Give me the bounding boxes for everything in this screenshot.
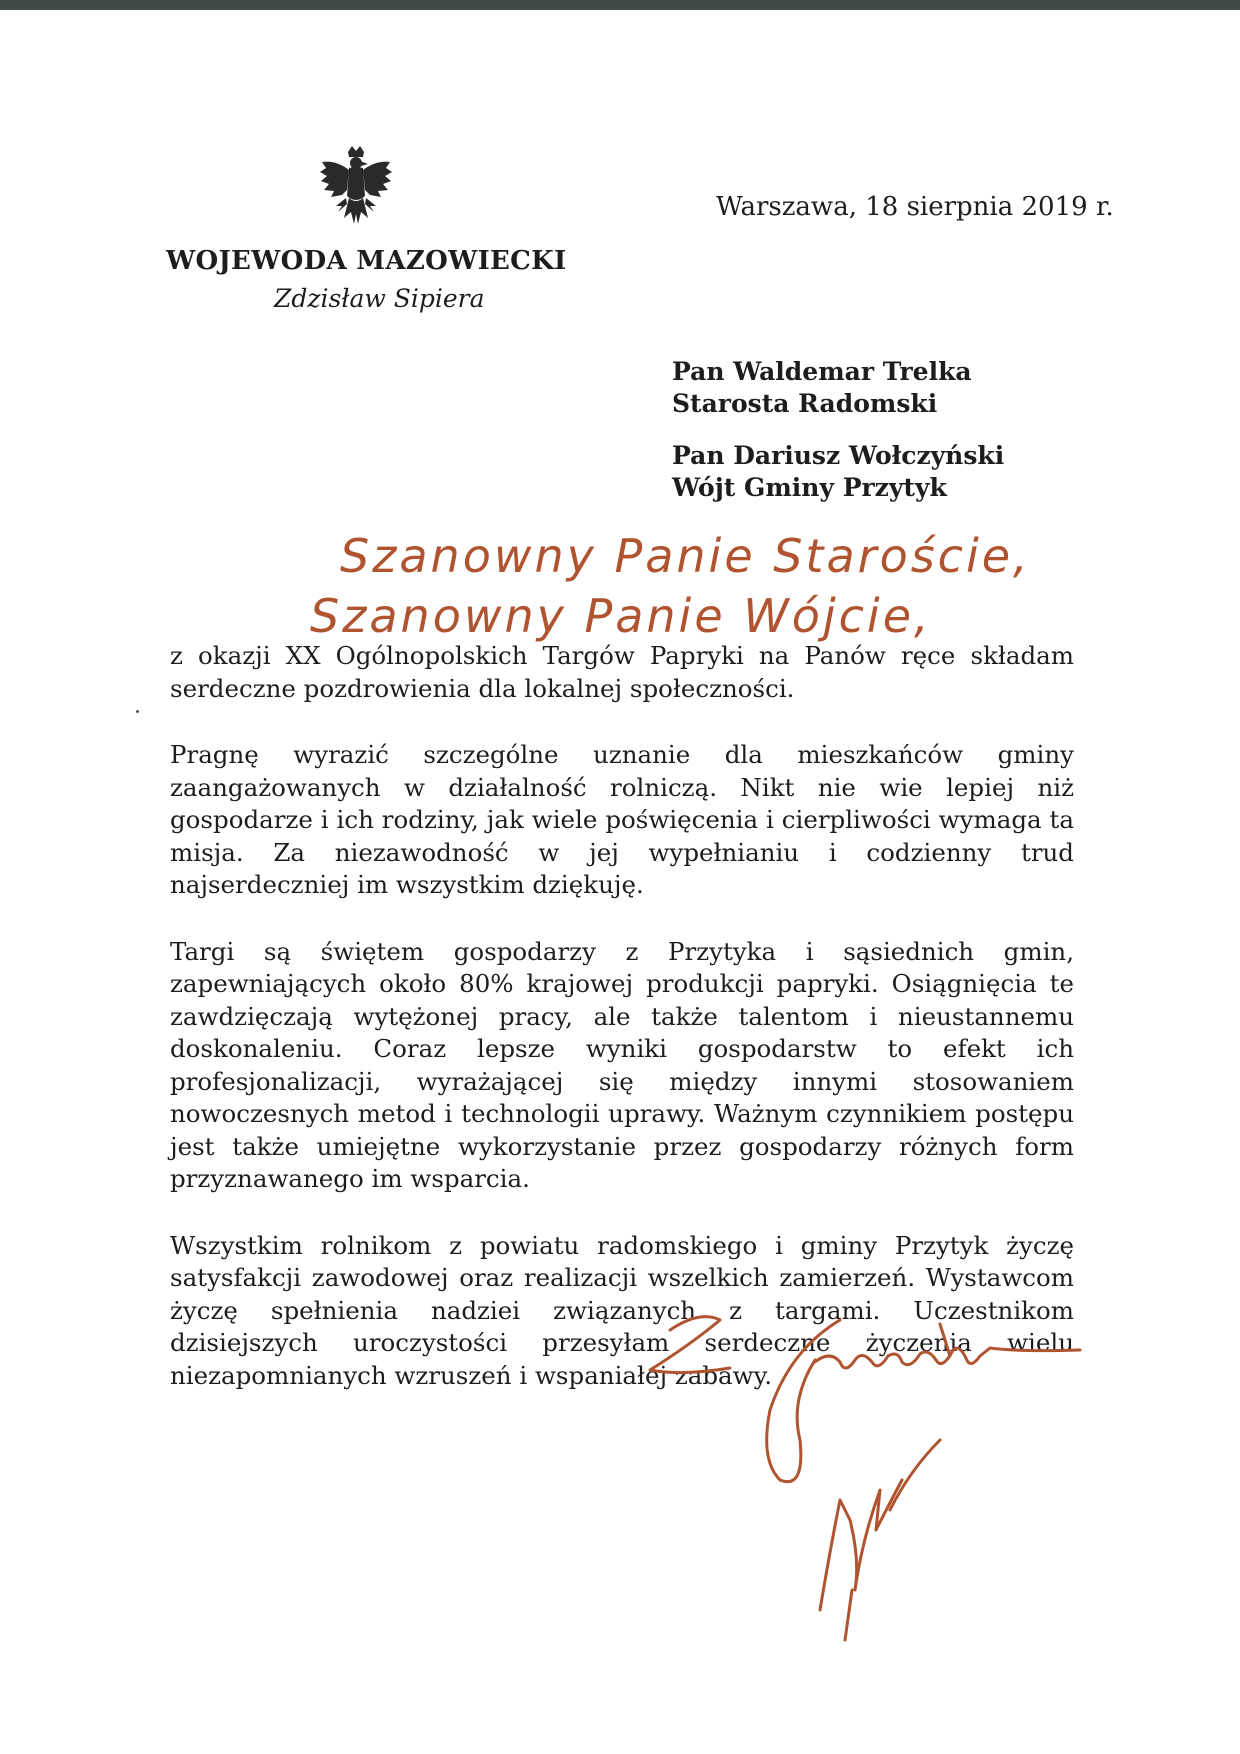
addressee-name: Pan Waldemar Trelka: [672, 357, 972, 386]
addressee-block-2: [672, 440, 1004, 504]
handwritten-signature-icon: [640, 1290, 1110, 1650]
greeting-line-1: Szanowny Panie Staroście,: [340, 529, 1031, 583]
paragraph: Targi są świętem gospodarzy z Przytyka i sąsiednich gmin, zapewniających około 80% krajowej produkcji papryki. Osiągnięcia te zawdzięczają wytężonej pracy, ale także talentom i nieustannemu doskonaleniu. Coraz lepsze wyniki gospodarstw to efekt ich profesjonalizacji, wyrażającej się między innymi stosowaniem nowoczesnych metod i technologii uprawy. Ważnym czynnikiem postępu jest także umiejętne wykorzystanie przez gospodarzy różnych form przyznawanego im wsparcia.: [170, 936, 1074, 1193]
scan-top-border: [0, 0, 1240, 10]
addressee-block-1: [672, 356, 972, 420]
addressee-title: Wójt Gminy Przytyk: [672, 473, 947, 502]
place-date: Warszawa, 18 sierpnia 2019 r.: [716, 192, 1114, 222]
official-name: Zdzisław Sipiera: [274, 284, 485, 313]
paragraph: Pragnę wyrazić szczególne uznanie dla mieszkańców gminy zaangażowanych w działalność rolniczą. Nikt nie wie lepiej niż gospodarze i ich rodziny, jak wiele poświęcenia i cierpliwości wymaga ta misja. Za niezawodność w jej wypełnianiu i codzienny trud najserdeczniej im wszystkim dziękuję.: [170, 740, 1074, 899]
addressee-name: Pan Dariusz Wołczyński: [672, 441, 1005, 470]
paragraph: Wszystkim rolnikom z powiatu radomskiego i gminy Przytyk życzę satysfakcji zawodowej oraz realizacji wszelkich zamierzeń. Wystawcom życzę spełnienia nadziei związanych z targami. Uczestnikom dzisiejszych uroczystości przesyłam serdeczne życzenia wielu niezapomnianych wzruszeń i wspaniałej zabawy.: [170, 1230, 1074, 1390]
office-title: WOJEWODA MAZOWIECKI: [166, 246, 567, 276]
handwritten-greeting: [300, 520, 1031, 650]
polish-eagle-emblem-icon: [318, 146, 394, 240]
scan-speck: [136, 710, 139, 713]
paragraph: z okazji XX Ogólnopolskich Targów Papryki na Panów ręce składam serdeczne pozdrowienia dla lokalnej społeczności.: [170, 641, 1074, 703]
greeting-line-2: Szanowny Panie Wójcie,: [310, 589, 932, 643]
addressee-title: Starosta Radomski: [672, 389, 938, 418]
